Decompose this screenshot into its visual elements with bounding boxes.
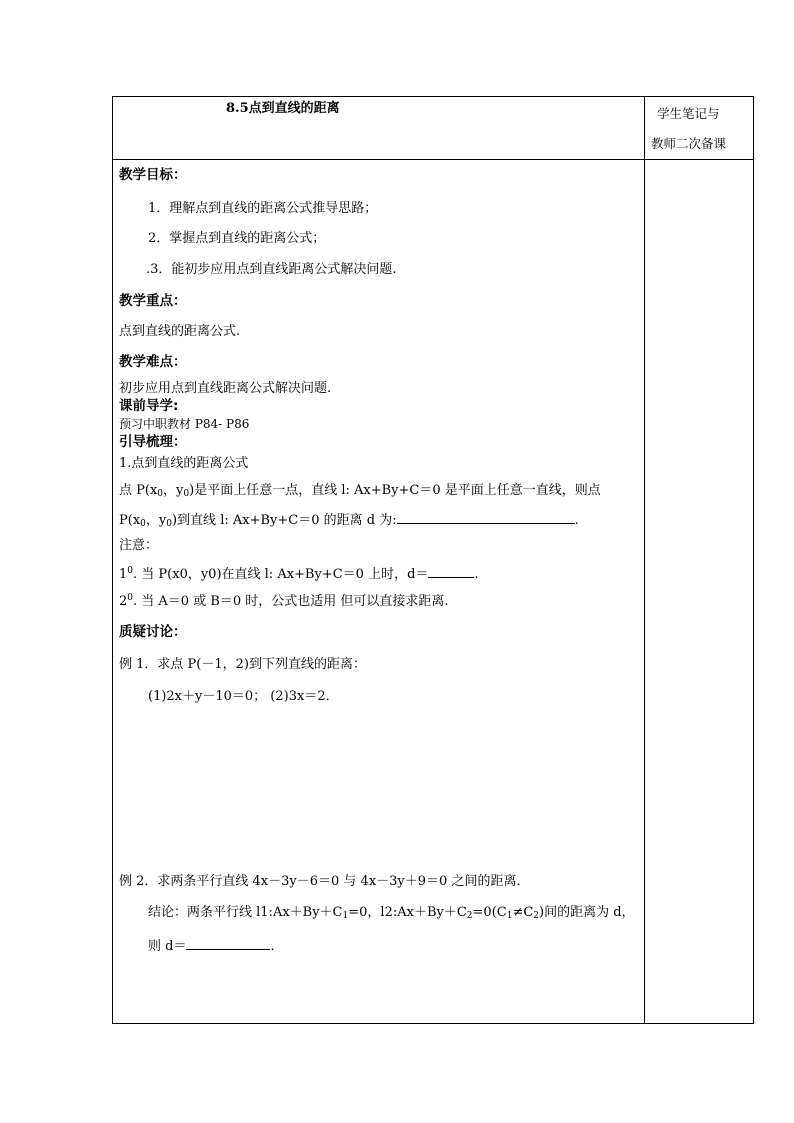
note-number: 2 <box>119 594 128 609</box>
conclusion-text: =0(C <box>472 905 507 920</box>
subscript: 2 <box>466 911 473 921</box>
answer-blank[interactable] <box>397 511 575 524</box>
note-text: . <box>474 567 479 582</box>
conclusion-text: 则 d＝ <box>148 939 187 954</box>
formula-statement-line1 <box>119 483 601 499</box>
conclusion-text: ． <box>270 939 284 954</box>
conclusion-line2 <box>148 937 283 955</box>
lesson-title: 8.5点到直线的距离 <box>226 101 340 116</box>
side-column-label-line1: 学生笔记与 <box>657 106 720 121</box>
superscript: 0 <box>127 593 134 603</box>
formula-text: ，y <box>145 513 167 528</box>
side-column-label-line2: 教师二次备课 <box>651 136 727 151</box>
conclusion-text: =0，l2:Ax＋By＋C <box>348 905 467 920</box>
note-text: . 当 A＝0 或 B＝0 时，公式也适用 但可以直接求距离. <box>133 594 449 609</box>
guidance-heading: 引导梳理： <box>119 434 187 450</box>
superscript: 0 <box>127 566 134 576</box>
formula-text: )到直线 l: Ax+By+C＝0 的距离 d 为: <box>171 513 397 528</box>
objective-item-3: .3．能初步应用点到直线距离公式解决问题. <box>146 262 397 277</box>
key-points-heading: 教学重点： <box>119 293 187 309</box>
example-1-parts: (1)2x＋y－10＝0； (2)3x＝2． <box>148 689 339 704</box>
subscript: 1 <box>506 911 513 921</box>
conclusion-text: )间的距离为 d， <box>539 905 635 920</box>
note-2 <box>119 594 449 610</box>
note-label: 注意： <box>119 538 159 553</box>
formula-text: 点 P(x <box>119 483 158 498</box>
note-text: . 当 P(x0，y0)在直线 l: Ax+By+C＝0 上时，d＝ <box>133 567 429 582</box>
preview-heading: 课前导学: <box>119 398 179 414</box>
subscript: 0 <box>166 519 172 529</box>
conclusion-text: 结论：两条平行线 l1:Ax＋By＋C <box>148 905 343 920</box>
subscript: 1 <box>342 911 349 921</box>
formula-statement-line2 <box>119 511 579 529</box>
note-number: 1 <box>119 567 128 582</box>
objective-item-1: 1．理解点到直线的距离公式推导思路； <box>148 201 378 216</box>
formula-text: P(x <box>119 513 141 528</box>
subscript: 0 <box>183 489 190 499</box>
answer-blank[interactable] <box>428 565 474 578</box>
guidance-subheading: 1.点到直线的距离公式 <box>119 456 249 471</box>
formula-text: )是平面上任意一点，直线 l: Ax+By+C＝0 是平面上任意一直线，则点 <box>189 483 601 498</box>
key-points-text: 点到直线的距离公式. <box>119 324 241 339</box>
subscript: 0 <box>140 519 146 529</box>
header-divider <box>112 159 754 160</box>
formula-text: . <box>574 513 579 528</box>
formula-text: ，y <box>163 483 184 498</box>
note-1 <box>119 565 479 583</box>
example-2: 例 2．求两条平行直线 4x－3y－6＝0 与 4x－3y＋9＝0 之间的距离． <box>119 874 530 889</box>
difficulties-heading: 教学难点： <box>119 354 187 370</box>
difficulties-text: 初步应用点到直线距离公式解决问题. <box>119 381 332 396</box>
objective-item-2: 2．掌握点到直线的距离公式； <box>148 231 326 246</box>
conclusion-text: ≠C <box>512 905 534 920</box>
objectives-heading: 教学目标： <box>119 167 187 183</box>
preview-text: 预习中职教材 P84- P86 <box>119 417 250 431</box>
example-1: 例 1．求点 P(－1，2)到下列直线的距离： <box>119 657 366 672</box>
answer-blank[interactable] <box>186 937 270 950</box>
discussion-heading: 质疑讨论： <box>119 624 187 640</box>
subscript: 0 <box>157 489 164 499</box>
subscript: 2 <box>533 911 540 921</box>
column-divider <box>644 96 645 1024</box>
conclusion-line1 <box>148 905 635 921</box>
